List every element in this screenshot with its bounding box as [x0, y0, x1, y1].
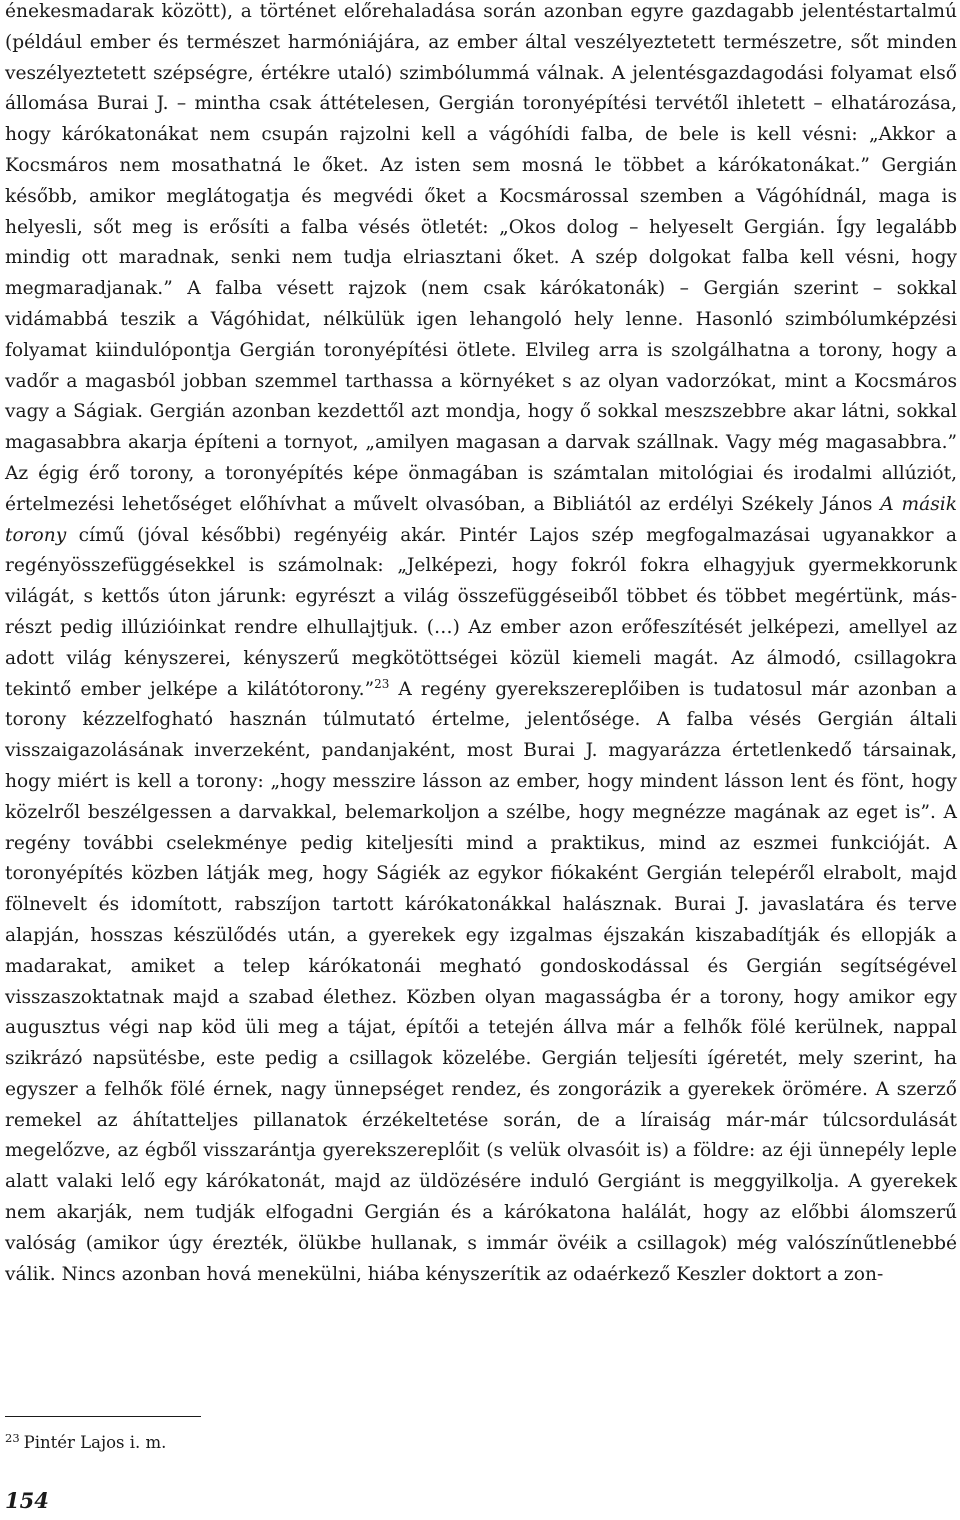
book-title-italic: A másik torony [5, 493, 958, 546]
body-paragraph [5, 0, 957, 1290]
footnote-divider [5, 1416, 201, 1417]
paragraph-text-part-1: énekesmadarak között), a történet előrehaladása során azonban egyre gazdagabb jelentéstartalmú (például ember és természet harmóniájára, az ember által veszélyeztetett természetre, sőt minden veszélyeztetett szépségre, értékre utaló) szimbólummá válnak. A jelentésgazdagodási folyamat első állomása Burai J. – mintha csak áttételesen, Gergián toronyépítési tervétől ihletett – elhatározása, hogy kárókatonákat nem csupán rajzolni kell a vágóhídi falba, de bele is kell vésni: „Akkor a Kocsmáros nem mosathatná le őket. Az isten sem mosná le többet a kárókatonákat.” Gergián később, amikor meglátogatja és megvédi őket a Kocsmárossal szemben a Vágóhídnál, maga is helyesli, sőt meg is erősíti a falba vésés ötletét: „Okos dolog – helyeselt Gergián. Így legalább mindig ott maradnak, senki nem tudja elriasztani őket. A szép dolgokat falba kell vésni, hogy megmaradjanak.” A falba vésett rajzok (nem csak kárókatonák) – Gergián szerint – sokkal vidámabbá teszik a Vágóhidat, nélkülük igen lehangoló hely lenne. Hasonló szimbólumképzési folyamat kiindulópontja Gergián toronyépítési ötlete. Elvileg arra is szolgálhatna a torony, hogy a vadőr a magasból jobban szemmel tarthassa a környéket s az olyan vadorzókat, mint a Kocsmáros vagy a Ságiak. Gergián azonban kezdettől azt mondja, hogy ő sokkal meszszebbre akar látni, sokkal magasabbra akarja építeni a tornyot, „amilyen magasan a darvak szállnak. Vagy még magasabbra.” Az égig érő torony, a toronyépítés képe önmagában is számtalan mitológiai és irodalmi allúziót, értelmezési lehetőséget előhívhat a művelt olvasóban, a Bibliától az erdélyi Székely János [5, 1, 957, 515]
paragraph-text-part-2: című (jóval későbbi) regényéig akár. Pintér Lajos szép megfogalmazásai ugyanakkor a regényösszefüggésekkel is számolnak: „Jelképezi, hogy fokról fokra elhagyjuk gyermekkorunk világát, s kettős úton járunk: egyrészt a világ összefüggéseiből többet és többet megértünk, másrészt pedig illúzióinkat rendre elhullajtjuk. (…) Az ember azon erőfeszítését jelképezi, amellyel az adott világ kényszerei, kényszerű megkötöttségei közül kiemeli magát. Az álmodó, csillagokra tekintő ember jelképe a kilátótorony.” [5, 524, 957, 700]
footnote-reference[interactable]: 23 [374, 676, 390, 691]
footnote-text: Pintér Lajos i. m. [23, 1433, 167, 1452]
page-number: 154 [5, 1488, 49, 1513]
footnote-number: 23 [5, 1431, 20, 1445]
document-page [5, 0, 957, 1520]
paragraph-text-part-3: A regény gyerekszereplőiben is tudatosul már azonban a torony kézzelfogható hasznán túlmutató értelme, jelentősége. A falba vésés Gergián általi visszaigazolásának inverzeként, pandanjaként, most Burai J. magyarázza értetlenkedő társainak, hogy miért is kell a torony: „hogy messzire lásson az ember, hogy mindent lásson lent és fönt, hogy közelről beszélgessen a darvakkal, belemarkoljon a szélbe, hogy megnézze magának az eget is”. A regény további cselekménye pedig kiteljesíti mind a praktikus, mind az eszmei funkcióját. A toronyépítés közben látják meg, hogy Ságiék az egykor fiókaként Gergián telepéről elrabolt, majd fölnevelt és idomított, rabszíjon tartott kárókatonákkal halásznak. Burai J. javaslatára és terve alapján, hosszas készülődés után, a gyerekek egy izgalmas éjszakán kiszabadítják és ellopják a madarakat, amiket a telep kárókatonái megható gondoskodással és Gergián segítségével visszaszoktatnak majd a szabad élethez. Közben olyan magasságba ér a torony, hogy amikor egy augusztus végi nap köd üli meg a tájat, építői a tetején állva már a felhők fölé kerülnek, nappal szikrázó napsütésbe, este pedig a csillagok közelébe. Gergián teljesíti ígéretét, mely szerint, ha egyszer a felhők fölé érnek, nagy ünnepséget rendez, és zongorázik a gyerekek örömére. A szerző remekel az áhítatteljes pillanatok érzékeltetése során, de a líraiság már-már túlcsordulását megelőzve, az égből visszarántja gyerekszereplőit (s velük olvasóit is) a földre: az éji ünnepély leple alatt valaki lelő egy kárókatonát, majd az üldözésére induló Gergiánt is meggyilkolja. A gyerekek nem akarják, nem tudják elfogadni Gergián és a kárókatona halálát, hogy az előbbi álomszerű valóság (amikor úgy érezték, ölükbe hullanak, s immár övéik a csillagok) még valószínűtlenebbé válik. Nincs azonban hová menekülni, hiába kényszerítik az odaérkező Keszler doktort a zon- [5, 678, 957, 1285]
footnote [5, 1430, 605, 1456]
